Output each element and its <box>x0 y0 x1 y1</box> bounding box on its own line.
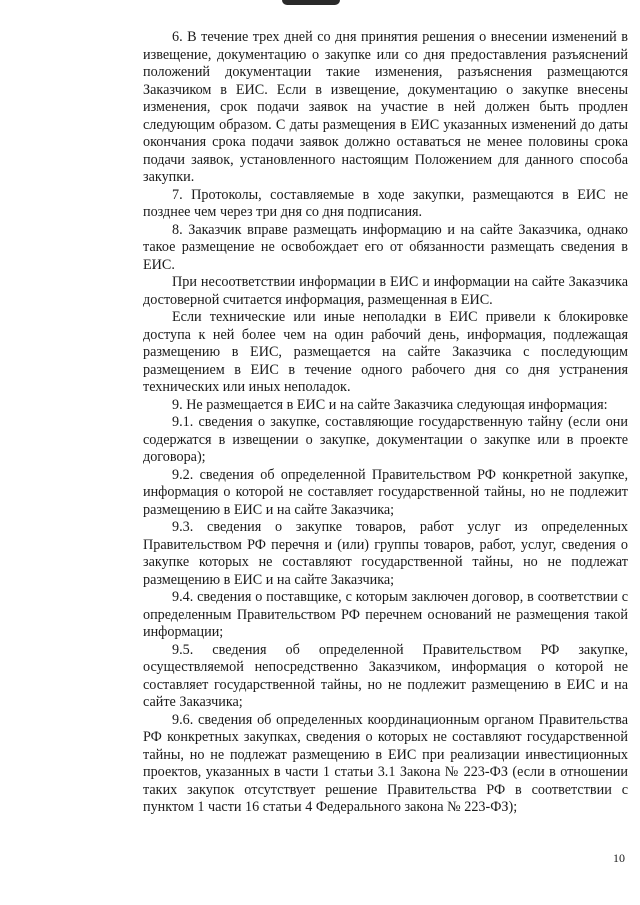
paragraph-item-8: 8. Заказчик вправе размещать информацию и на сайте Заказчика, однако такое размещение не освобождает его от обязанности размещать сведения в ЕИС. <box>143 221 628 273</box>
paragraph-item-9-5: 9.5. сведения об определенной Правительством РФ закупке, осуществляемой непосредственно Заказчиком, информация о которой не составляет государственной тайны, но не подлежит размещению в ЕИС и на сайте Заказчика; <box>143 641 628 710</box>
scan-edge-mark <box>282 0 340 5</box>
paragraph-item-9-6: 9.6. сведения об определенных координационным органом Правительства РФ конкретных закупках, сведения о которых не составляют государственной тайны, но не подлежат размещению в ЕИС при реализации инвестиционных проектов, указанных в части 1 статьи 3.1 Закона № 223-ФЗ (если в отношении таких закупок отсутствует решение Правительства РФ в соответствии с пунктом 1 части 16 статьи 4 Федерального закона № 223-ФЗ); <box>143 711 628 815</box>
paragraph-item-9-1: 9.1. сведения о закупке, составляющие государственную тайну (если они содержатся в извещении о закупке, документации о закупке или в проекте договора); <box>143 414 628 465</box>
paragraph-item-7: 7. Протоколы, составляемые в ходе закупки, размещаются в ЕИС не позднее чем через три дня со дня подписания. <box>143 186 628 220</box>
paragraph-item-9-4: 9.4. сведения о поставщике, с которым заключен договор, в соответствии с определенным Правительством РФ перечнем оснований не размещения такой информации; <box>143 589 628 640</box>
document-body <box>143 29 628 817</box>
paragraph-item-9-2: 9.2. сведения об определенной Правительством РФ конкретной закупке, информация о которой не составляет государственной тайны, но не подлежит размещению в ЕИС и на сайте Заказчика; <box>143 466 628 518</box>
paragraph-item-9-3: 9.3. сведения о закупке товаров, работ услуг из определенных Правительством РФ перечня и (или) группы товаров, работ, услуг, сведения о закупке которых не составляют государственной тайны, но не подлежат размещению в ЕИС и на сайте Заказчика; <box>143 519 628 588</box>
paragraph-item-6: 6. В течение трех дней со дня принятия решения о внесении изменений в извещение, документацию о закупке или со дня предоставления разъяснений положений документации такие изменения, разъяснения размещаются Заказчиком в ЕИС. Если в извещение, документацию о закупке внесены изменения, срок подачи заявок на участие в ней должен быть продлен следующим образом. С даты размещения в ЕИС указанных изменений до даты окончания срока подачи заявок должно оставаться не менее половины срока подачи заявок, установленного настоящим Положением для данного способа закупки. <box>143 29 628 185</box>
paragraph-inconsistency: При несоответствии информации в ЕИС и информации на сайте Заказчика достоверной считается информация, размещенная в ЕИС. <box>143 274 628 308</box>
paragraph-technical-issues: Если технические или иные неполадки в ЕИС привели к блокировке доступа к ней более чем на один рабочий день, информация, подлежащая размещению в ЕИС, размещается на сайте Заказчика с последующим размещением в ЕИС в течение одного рабочего дня со дня устранения технических или иных неполадок. <box>143 309 628 395</box>
paragraph-item-9: 9. Не размещается в ЕИС и на сайте Заказчика следующая информация: <box>172 396 608 413</box>
page-number: 10 <box>613 851 625 865</box>
